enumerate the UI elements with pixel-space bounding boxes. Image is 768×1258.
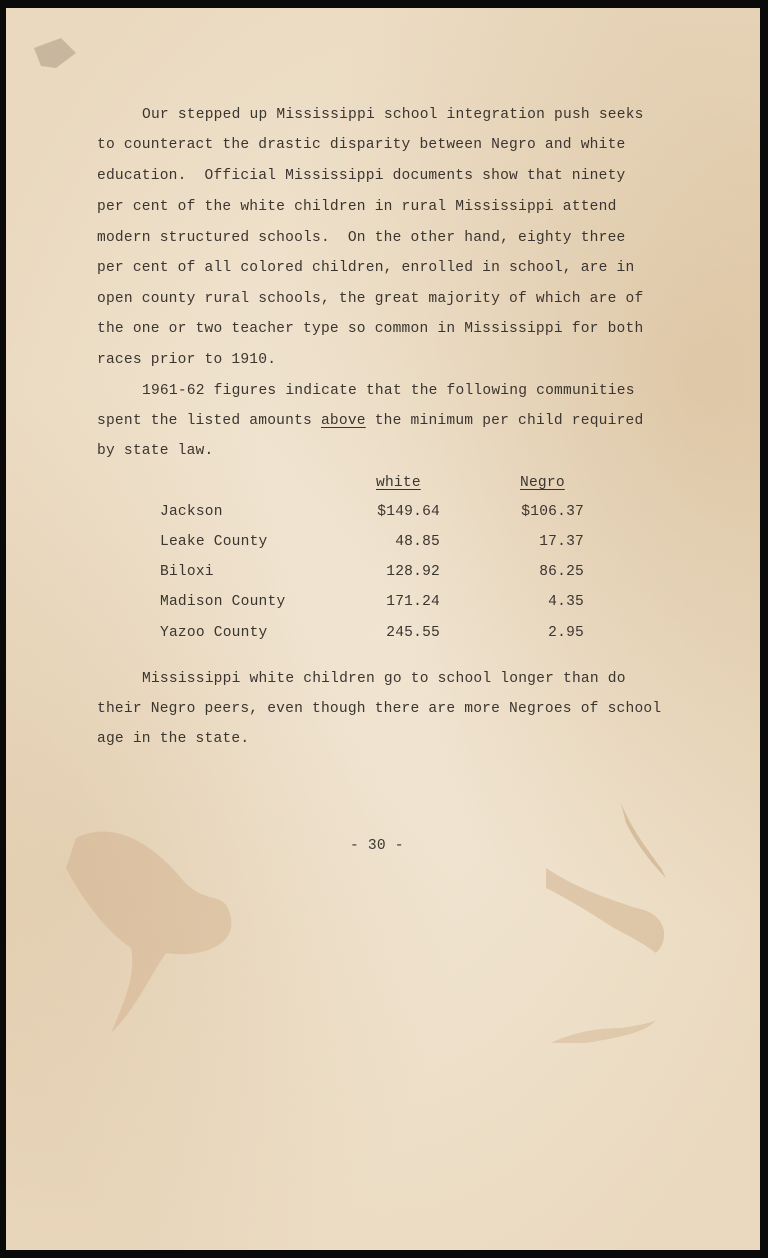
paragraph3-line1: Mississippi white children go to school longer than do (142, 671, 626, 687)
paragraph2-line2-before: spent the listed amounts (97, 413, 321, 429)
page-number: - 30 - (350, 838, 404, 854)
table-row-community: Madison County (160, 594, 286, 610)
table-row-community: Leake County (160, 534, 268, 550)
table-row-white-value: 128.92 (386, 564, 440, 580)
paragraph2-line2-after: the minimum per child required (365, 413, 644, 429)
paragraph3-line3: age in the state. (97, 731, 250, 747)
paragraph1-line7: open county rural schools, the great majority of which are of (97, 291, 644, 307)
paragraph3-line2: their Negro peers, even though there are more Negroes of school (97, 701, 662, 717)
paragraph2-line3: by state law. (97, 443, 214, 459)
table-row-community: Biloxi (160, 564, 214, 580)
column-header-negro: Negro (520, 475, 565, 491)
table-row-white-value: 245.55 (386, 625, 440, 641)
paragraph2-line1: 1961-62 figures indicate that the following communities (142, 383, 635, 399)
paragraph1-line5: modern structured schools. On the other hand, eighty three (97, 230, 626, 246)
table-row-community: Jackson (160, 504, 223, 520)
paragraph1-line2: to counteract the drastic disparity between Negro and white (97, 137, 626, 153)
paragraph1-line4: per cent of the white children in rural Mississippi attend (97, 199, 617, 215)
paragraph2-line2 (97, 412, 643, 430)
column-header-white: white (376, 475, 421, 491)
table-row-negro-value: 86.25 (539, 564, 584, 580)
paragraph1-line9: races prior to 1910. (97, 352, 277, 368)
paragraph1-line6: per cent of all colored children, enrolled in school, are in (97, 260, 635, 276)
table-row-negro-value: 2.95 (548, 625, 584, 641)
table-row-white-value: $149.64 (377, 504, 440, 520)
table-row-community: Yazoo County (160, 625, 268, 641)
paragraph1-line1: Our stepped up Mississippi school integration push seeks (142, 107, 644, 123)
table-row-white-value: 171.24 (386, 594, 440, 610)
table-row-negro-value: 4.35 (548, 594, 584, 610)
document-text (6, 8, 760, 1250)
table-row-negro-value: 17.37 (539, 534, 584, 550)
table-row-white-value: 48.85 (395, 534, 440, 550)
emphasis-above: above (320, 413, 366, 429)
table-row-negro-value: $106.37 (521, 504, 584, 520)
paragraph1-line8: the one or two teacher type so common in Mississippi for both (97, 321, 644, 337)
document-page (6, 8, 760, 1250)
paragraph1-line3: education. Official Mississippi documents show that ninety (97, 168, 626, 184)
